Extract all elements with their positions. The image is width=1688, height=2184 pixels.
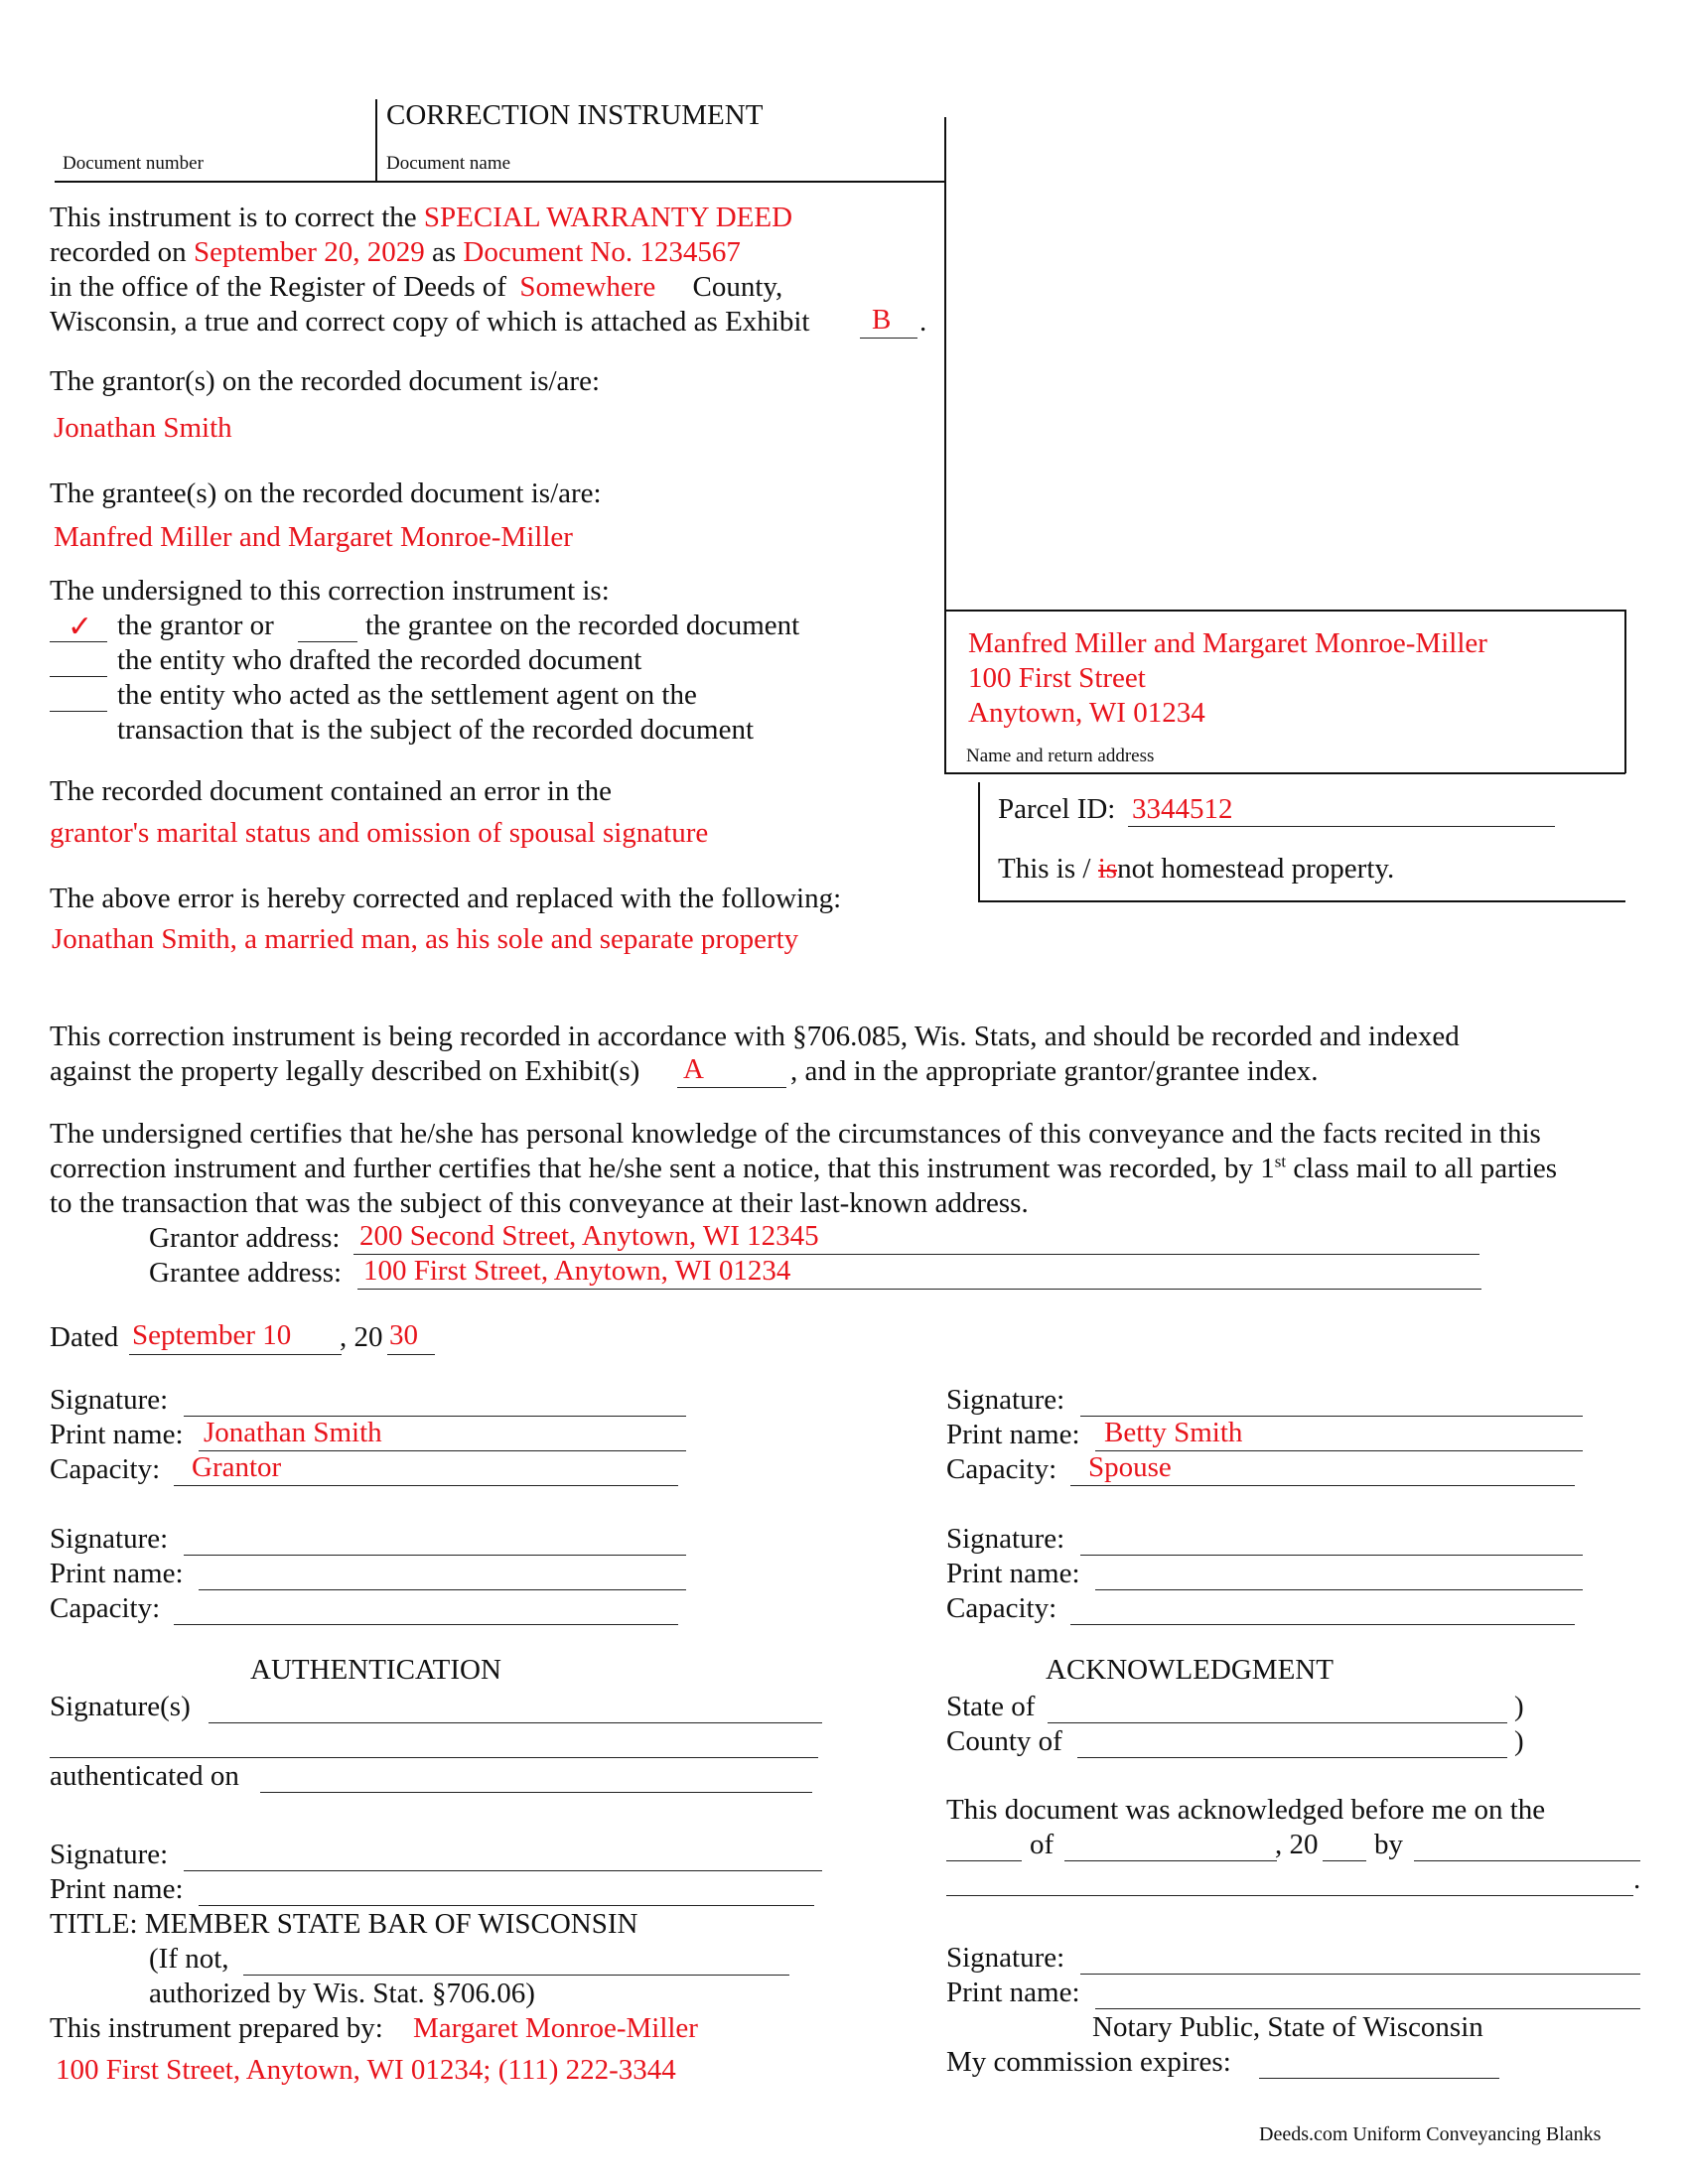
return-city: Anytown, WI 01234 [968, 697, 1205, 729]
notary-label: Notary Public, State of Wisconsin [1092, 2011, 1483, 2043]
auth-if-not: (If not, [149, 1943, 229, 1975]
left2-print-label: Print name: [50, 1558, 184, 1589]
commission-label: My commission expires: [946, 2046, 1231, 2078]
right1-signature-label: Signature: [946, 1384, 1065, 1416]
grantor-address-label: Grantor address: [149, 1222, 341, 1254]
grantor-value: Jonathan Smith [54, 412, 232, 444]
parcel-id: 3344512 [1132, 793, 1233, 825]
parcel-box-bottom [978, 900, 1625, 902]
document-name-label: Document name [386, 153, 511, 174]
accordance-exhibit: A [683, 1053, 704, 1085]
accordance-line-1: This correction instrument is being recorded in accordance with §706.085, Wis. Stats, and should be recorded and indexed [50, 1021, 1460, 1052]
return-box-top [944, 610, 1625, 612]
return-box-right [1624, 610, 1626, 773]
correction-value: Jonathan Smith, a married man, as his sole and separate property [52, 923, 799, 955]
settlement-checkbox-line [50, 711, 107, 712]
opt-grantor: the grantor or [117, 610, 274, 641]
error-value: grantor's marital status and omission of spousal signature [50, 817, 709, 849]
right1-print-label: Print name: [946, 1419, 1080, 1450]
right2-capacity-label: Capacity: [946, 1592, 1057, 1624]
grantor-checkbox-line [50, 641, 107, 642]
prepared-by-label: This instrument prepared by: [50, 2012, 383, 2044]
footer-brand: Deeds.com Uniform Conveyancing Blanks [1259, 2123, 1602, 2145]
header-divider [375, 99, 377, 183]
right1-capacity: Spouse [1088, 1451, 1172, 1483]
intro-line-4: Wisconsin, a true and correct copy of which is attached as Exhibit [50, 306, 810, 338]
check-mark-icon: ✓ [68, 611, 93, 643]
left1-capacity-label: Capacity: [50, 1453, 161, 1485]
left2-signature-label: Signature: [50, 1523, 169, 1555]
right2-signature-line [1080, 1555, 1583, 1556]
left1-capacity: Grantor [192, 1451, 282, 1483]
opt-drafter: the entity who drafted the recorded document [117, 644, 642, 676]
grantor-address: 200 Second Street, Anytown, WI 12345 [359, 1220, 819, 1252]
recording-area-border [944, 117, 946, 773]
authenticated-on-label: authenticated on [50, 1760, 239, 1792]
homestead-is-struck: is [1097, 853, 1118, 885]
return-label: Name and return address [966, 746, 1155, 766]
auth-title-line: TITLE: MEMBER STATE BAR OF WISCONSIN [50, 1908, 638, 1940]
grantor-label: The grantor(s) on the recorded document is/are: [50, 365, 601, 397]
prepared-address: 100 First Street, Anytown, WI 01234; (111) 222-3344 [56, 2054, 676, 2086]
ack-county-label: County of [946, 1725, 1062, 1757]
grantee-address-label: Grantee address: [149, 1257, 343, 1289]
grantee-checkbox-line [298, 641, 357, 642]
document-number-label: Document number [63, 153, 204, 174]
certify-line-3: to the transaction that was the subject of this conveyance at their last-known address. [50, 1187, 1029, 1219]
exhibit-letter: B [872, 304, 892, 336]
left1-print-label: Print name: [50, 1419, 184, 1450]
auth-print-label: Print name: [50, 1873, 184, 1905]
grantee-address: 100 First Street, Anytown, WI 01234 [363, 1255, 791, 1287]
auth-authorized: authorized by Wis. Stat. §706.06) [149, 1978, 535, 2009]
dated-year: 30 [389, 1319, 418, 1351]
return-name: Manfred Miller and Margaret Monroe-Miller [968, 627, 1487, 659]
accordance-line-2-prefix: against the property legally described on Exhibit(s) [50, 1055, 640, 1087]
correction-label: The above error is hereby corrected and replaced with the following: [50, 883, 842, 914]
deed-type: SPECIAL WARRANTY DEED [423, 202, 793, 233]
intro-line-3: in the office of the Register of Deeds of Somewhere County, [50, 271, 783, 303]
auth-signatures-label: Signature(s) [50, 1691, 191, 1722]
header-underline [55, 181, 945, 183]
prepared-by: Margaret Monroe-Miller [413, 2012, 698, 2044]
ack-signature-label: Signature: [946, 1942, 1065, 1974]
return-street: 100 First Street [968, 662, 1146, 694]
left2-capacity-label: Capacity: [50, 1592, 161, 1624]
right1-capacity-label: Capacity: [946, 1453, 1057, 1485]
error-label: The recorded document contained an error in the [50, 775, 613, 807]
document-no: Document No. 1234567 [463, 236, 741, 268]
authentication-title: AUTHENTICATION [250, 1654, 501, 1686]
grantee-value: Manfred Miller and Margaret Monroe-Miller [54, 521, 573, 553]
opt-settlement-1: the entity who acted as the settlement agent on the [117, 679, 697, 711]
left1-print-name: Jonathan Smith [204, 1417, 382, 1448]
intro-line-2: recorded on September 20, 2029 as Document No. 1234567 [50, 236, 741, 268]
right1-print-name: Betty Smith [1104, 1417, 1243, 1448]
return-box-bottom [944, 772, 1625, 774]
opt-grantee: the grantee on the recorded document [365, 610, 800, 641]
drafter-checkbox-line [50, 676, 107, 677]
county-name: Somewhere [519, 271, 656, 303]
undersigned-label: The undersigned to this correction instrument is: [50, 575, 610, 607]
accordance-line-2-suffix: , and in the appropriate grantor/grantee index. [790, 1055, 1319, 1087]
auth-signature-label: Signature: [50, 1839, 169, 1870]
certify-line-1: The undersigned certifies that he/she has personal knowledge of the circumstances of this conveyance and the facts recited in this [50, 1118, 1541, 1150]
parcel-box-left [978, 782, 980, 901]
recorded-date: September 20, 2029 [193, 236, 425, 268]
opt-settlement-2: transaction that is the subject of the recorded document [117, 714, 755, 746]
acknowledgment-title: ACKNOWLEDGMENT [1046, 1654, 1334, 1686]
homestead-line: This is / isnot homestead property. [998, 853, 1395, 885]
grantee-label: The grantee(s) on the recorded document is/are: [50, 478, 602, 509]
ack-line: This document was acknowledged before me on the [946, 1794, 1546, 1826]
intro-line-1: This instrument is to correct the SPECIAL WARRANTY DEED [50, 202, 793, 233]
dated-label: Dated [50, 1321, 119, 1353]
left1-signature-label: Signature: [50, 1384, 169, 1416]
right2-print-label: Print name: [946, 1558, 1080, 1589]
doc-title: CORRECTION INSTRUMENT [386, 99, 764, 131]
certify-line-2: correction instrument and further certifies that he/she sent a notice, that this instrument was recorded, by 1st class mail to all parties [50, 1152, 1558, 1184]
dated-date: September 10 [132, 1319, 292, 1351]
left2-signature-line [184, 1555, 686, 1556]
ack-state-label: State of [946, 1691, 1036, 1722]
parcel-label: Parcel ID: [998, 793, 1116, 825]
ack-print-label: Print name: [946, 1977, 1080, 2008]
right2-signature-label: Signature: [946, 1523, 1065, 1555]
